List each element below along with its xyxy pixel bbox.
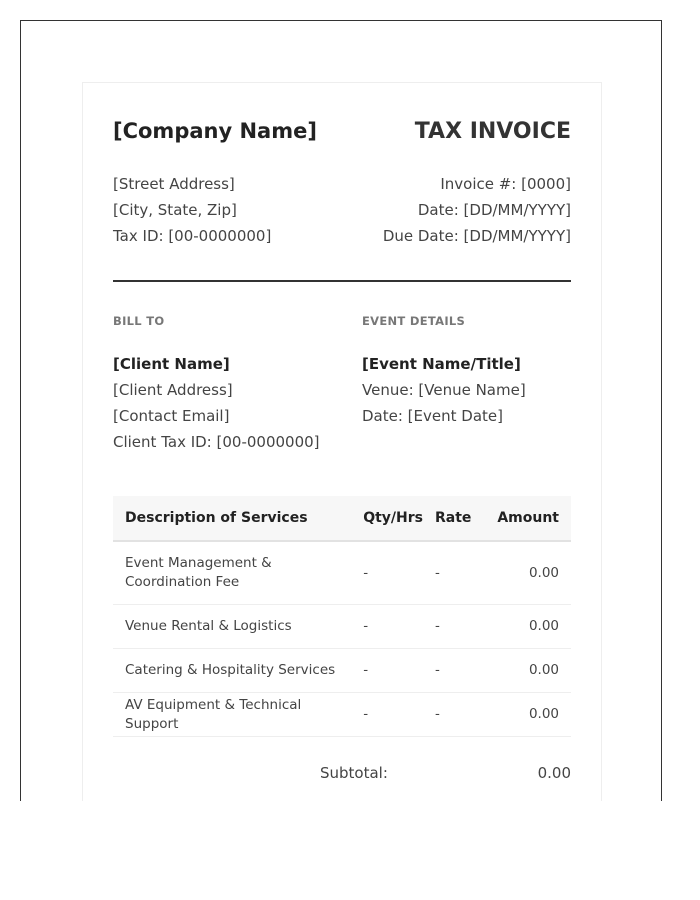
services-table — [113, 496, 571, 737]
row-description: Catering & Hospitality Services — [113, 649, 357, 693]
company-tax-id: Tax ID: [00-0000000] — [113, 227, 272, 245]
row-amount: 0.00 — [481, 649, 571, 693]
event-details-block — [362, 351, 526, 429]
street-address: [Street Address] — [113, 175, 235, 193]
header-divider — [113, 280, 571, 282]
row-rate: - — [429, 605, 481, 649]
client-address: [Client Address] — [113, 381, 233, 399]
event-date: Date: [Event Date] — [362, 407, 503, 425]
event-name: [Event Name/Title] — [362, 355, 521, 373]
invoice-sheet — [82, 82, 602, 801]
bill-to-label: BILL TO — [113, 314, 165, 328]
invoice-title: TAX INVOICE — [414, 119, 571, 144]
table-row — [113, 605, 571, 649]
row-amount: 0.00 — [481, 693, 571, 737]
invoice-number: Invoice #: [0000] — [440, 175, 571, 193]
row-qty: - — [357, 605, 429, 649]
invoice-meta — [383, 171, 571, 249]
row-description: AV Equipment & Technical Support — [113, 693, 357, 737]
invoice-date: Date: [DD/MM/YYYY] — [417, 201, 571, 219]
company-address — [113, 171, 271, 249]
subtotal-label: Subtotal: — [320, 764, 388, 782]
header-qty: Qty/Hrs — [357, 496, 429, 541]
table-header-row — [113, 496, 571, 541]
row-qty: - — [357, 649, 429, 693]
row-rate: - — [429, 693, 481, 737]
row-qty: - — [357, 541, 429, 605]
header-amount: Amount — [481, 496, 571, 541]
client-name: [Client Name] — [113, 355, 230, 373]
header-description: Description of Services — [113, 496, 357, 541]
contact-email: [Contact Email] — [113, 407, 230, 425]
row-qty: - — [357, 693, 429, 737]
row-rate: - — [429, 649, 481, 693]
table-row — [113, 649, 571, 693]
row-amount: 0.00 — [481, 605, 571, 649]
header-rate: Rate — [429, 496, 481, 541]
table-row — [113, 541, 571, 605]
row-rate: - — [429, 541, 481, 605]
event-details-label: EVENT DETAILS — [362, 314, 466, 328]
city-state-zip: [City, State, Zip] — [113, 201, 237, 219]
row-description: Venue Rental & Logistics — [113, 605, 357, 649]
document-frame — [20, 20, 662, 801]
due-date: Due Date: [DD/MM/YYYY] — [382, 227, 571, 245]
row-description: Event Management & Coordination Fee — [113, 541, 357, 605]
company-name: [Company Name] — [113, 119, 317, 143]
row-amount: 0.00 — [481, 541, 571, 605]
bill-to-block — [113, 351, 320, 455]
table-row — [113, 693, 571, 737]
subtotal-value: 0.00 — [537, 764, 571, 782]
client-tax-id: Client Tax ID: [00-0000000] — [113, 433, 320, 451]
event-venue: Venue: [Venue Name] — [362, 381, 526, 399]
